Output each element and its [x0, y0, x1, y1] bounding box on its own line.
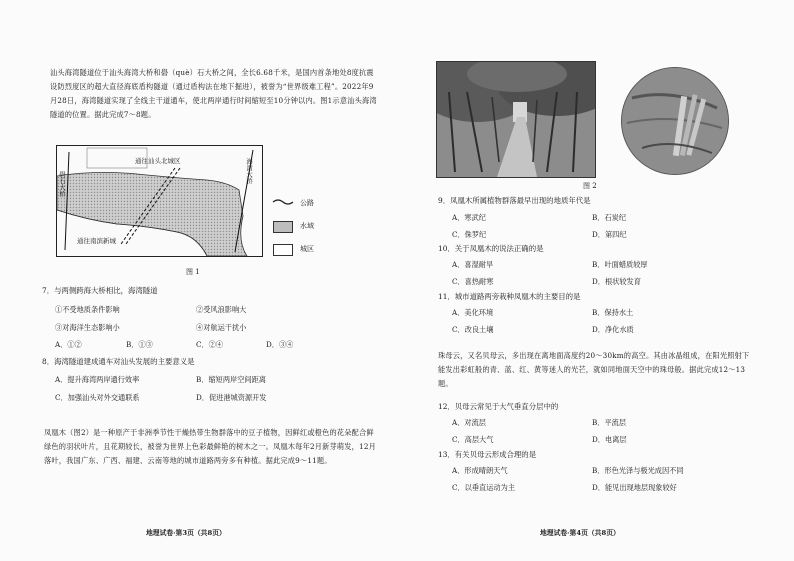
q7-item-1: ①不受地质条件影响 [55, 305, 120, 314]
intro-passage-3: 珠母云，又名贝母云，多出现在离地面高度约20～30km的高空。其由冰晶组成，在阳光照射下能发出彩虹般的青、蓝、红、黄等迷人的光芒，就如同地面天空中的珠母般。据此完成12～13题。 [438, 351, 750, 388]
q8-choice-d[interactable]: D．促进港城资源开发 [196, 393, 267, 402]
q7-item-2: ②受风浪影响大 [196, 305, 247, 314]
q9-choice-d[interactable]: D．第四纪 [592, 230, 627, 239]
city-legend-icon [273, 244, 293, 256]
right-page-footer: 地理试卷·第4页（共8页） [540, 529, 620, 537]
q13-choice-c[interactable]: C．以垂直运动为主 [452, 483, 516, 492]
q11-stem: 11．城市道路两旁栽种凤凰木的主要目的是 [438, 292, 581, 301]
q9-choice-b[interactable]: B．石炭纪 [592, 213, 627, 222]
q10-choice-d[interactable]: D．根状较发育 [592, 277, 641, 286]
intro-passage: 汕头海湾隧道位于汕头海湾大桥和礐（què）石大桥之间，全长6.68千米，是国内首条地处8度抗震设防烈度区的超大直径海底盾构隧道（通过盾构法在地下掘进），被誉为“世界级难工程”。2022年9月28日，海湾隧道实现了全线主干道通车，使北两岸通行时间缩短至10分钟以内。图1示意汕头海湾隧道的位置。据此完成7～8题。 [50, 68, 377, 119]
q7-stem: 7．与两侧跨海大桥相比，海湾隧道 [42, 286, 158, 295]
q13-stem: 13．有关贝母云形成合理的是 [438, 450, 537, 459]
figure1-caption: 图 1 [186, 268, 200, 276]
q7-item-4: ④对航运干扰小 [196, 323, 247, 332]
q8-stem: 8．海湾隧道建成通车对汕头发展的主要意义是 [42, 357, 195, 366]
q11-choice-d[interactable]: D．净化水质 [592, 325, 634, 334]
q11-choice-a[interactable]: A．美化环境 [452, 308, 494, 317]
q7-choice-b[interactable]: B．①③ [126, 340, 153, 349]
water-legend-icon [273, 221, 293, 233]
q13-choice-d[interactable]: D．能见出现地层现象较好 [592, 483, 677, 492]
q13-choice-a[interactable]: A．形成晴朗天气 [452, 466, 508, 475]
road-legend-icon [272, 198, 294, 208]
q12-choice-b[interactable]: B．平流层 [592, 418, 627, 427]
q10-choice-a[interactable]: A．喜湿耐旱 [452, 260, 494, 269]
q7-choice-d[interactable]: D．③④ [266, 340, 294, 349]
q8-choice-b[interactable]: B．缩短两岸空间距离 [196, 375, 266, 384]
figure2-photo-pods [621, 67, 729, 175]
q12-stem: 12．贝母云常见于大气垂直分层中的 [438, 402, 559, 411]
figure2-caption: 图 2 [583, 182, 597, 190]
q7-choice-a[interactable]: A．①② [55, 340, 82, 349]
map-label-north: 通往汕头北城区 [135, 157, 181, 165]
figure2-photo-road [436, 61, 596, 178]
q10-choice-c[interactable]: C．喜热耐寒 [452, 277, 494, 286]
q11-choice-c[interactable]: C．改良土壤 [452, 325, 494, 334]
q7-item-3: ③对海洋生态影响小 [55, 323, 120, 332]
q9-choice-a[interactable]: A．寒武纪 [452, 213, 486, 222]
legend-water-label: 水域 [300, 222, 314, 230]
q11-choice-b[interactable]: B．保持水土 [592, 308, 634, 317]
q12-choice-a[interactable]: A．对流层 [452, 418, 486, 427]
seed-pod-image [622, 68, 728, 174]
map-label-left: 礐石大桥 [58, 171, 66, 197]
left-page-footer: 地理试卷·第3页（共8页） [146, 529, 226, 537]
legend-road-label: 公路 [300, 199, 314, 207]
q12-choice-c[interactable]: C．高层大气 [452, 435, 494, 444]
q8-choice-c[interactable]: C．加强汕头对外交通联系 [55, 393, 140, 402]
q10-stem: 10．关于凤凰木的说法正确的是 [438, 244, 544, 253]
map-label-right: 海湾大桥 [245, 158, 253, 184]
q7-choice-c[interactable]: C．②④ [196, 340, 224, 349]
map-label-south: 通往南滨新城 [77, 237, 116, 245]
intro-passage-2: 凤凰木（图2）是一种原产于非洲季节性干燥热带生物群落中的豆子植物，因鲜红或橙色的花朵配合鲜绿色的羽状叶片，且花期较长，被誉为世界上色彩最鲜艳的树木之一。凤凰木每年2月新芽萌发，12月落叶，我国广东、广西、福建、云南等地的城市道路两旁多有种植。据此完成9～11题。 [44, 428, 376, 465]
legend-city-label: 城区 [300, 245, 314, 253]
q13-choice-b[interactable]: B．形色光泽与极光成因不同 [592, 466, 684, 475]
q10-choice-b[interactable]: B．叶面蜡质较厚 [592, 260, 648, 269]
tree-road-image [437, 62, 595, 177]
figure1-map [56, 145, 263, 257]
q9-choice-c[interactable]: C．侏罗纪 [452, 230, 487, 239]
q8-choice-a[interactable]: A．提升海湾两岸通行效率 [55, 375, 140, 384]
q9-stem: 9．凤凰木所属植物群落最早出现的地质年代是 [438, 196, 591, 205]
q12-choice-d[interactable]: D．电离层 [592, 435, 627, 444]
